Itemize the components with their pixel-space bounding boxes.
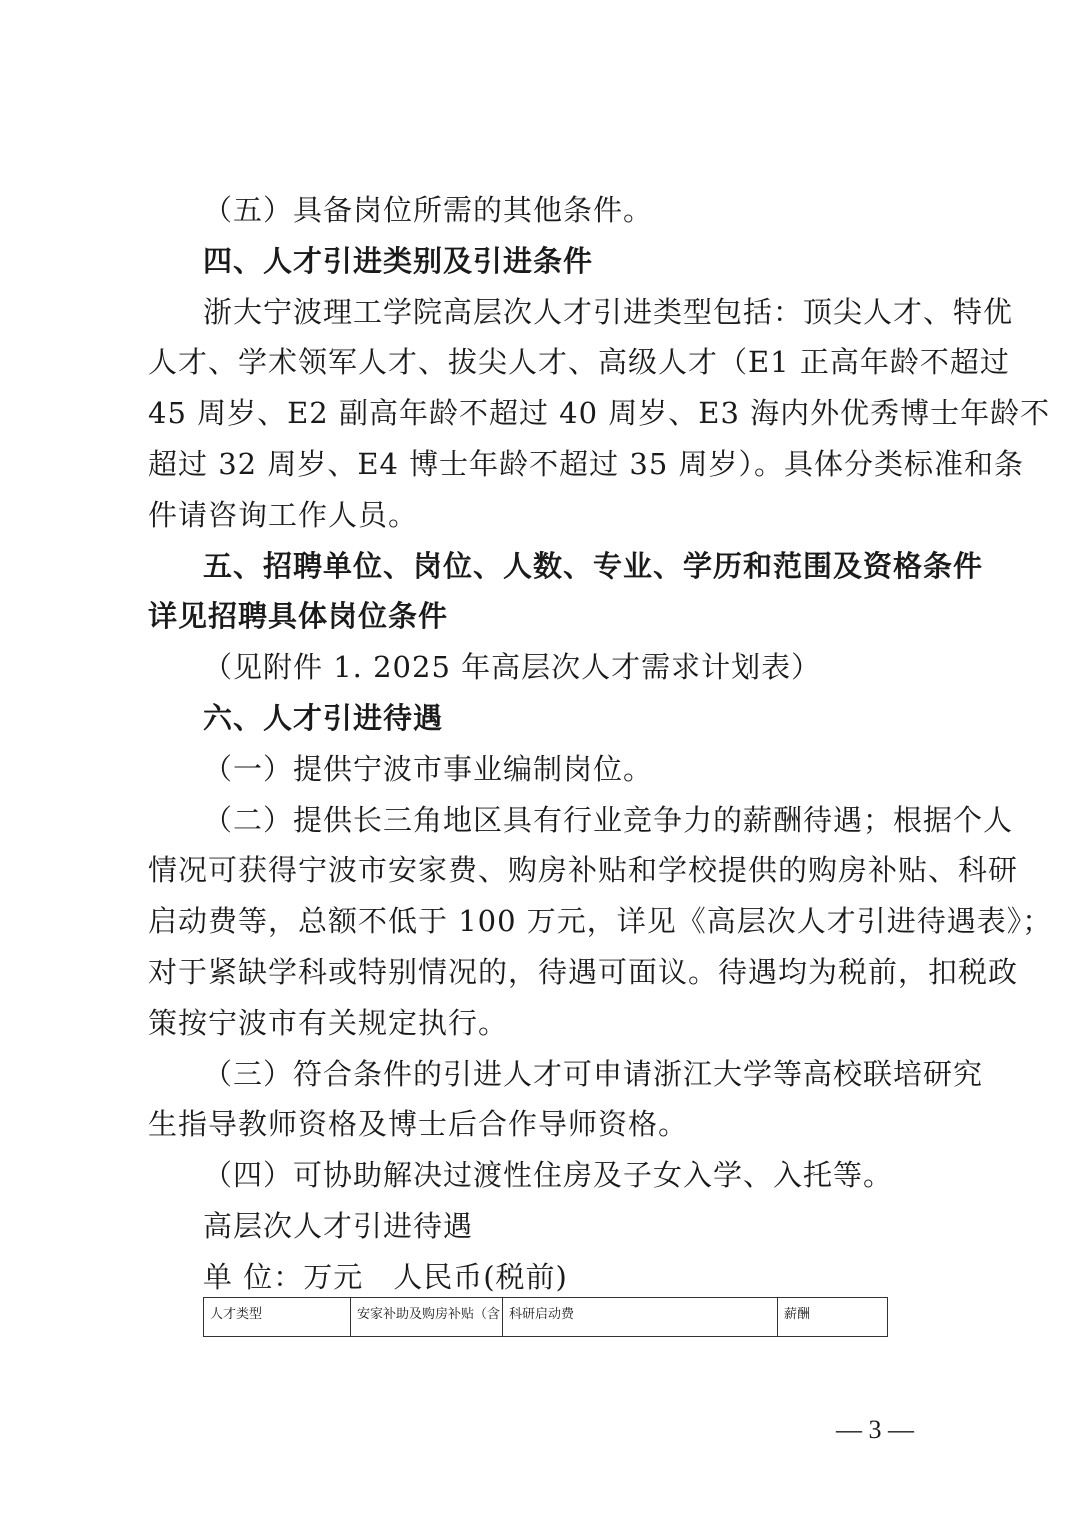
paragraph-line: 浙大宁波理工学院高层次人才引进类型包括：顶尖人才、特优 [203, 295, 1014, 329]
table-header-cell: 薪酬 [778, 1298, 888, 1337]
section-heading: 六、人才引进待遇 [203, 701, 444, 735]
paragraph-line: 策按宁波市有关规定执行。 [148, 1006, 509, 1040]
paragraph-line: 45 周岁、E2 副高年龄不超过 40 周岁、E3 海内外优秀博士年龄不 [148, 396, 1051, 430]
page-number: — 3 — [836, 1415, 914, 1444]
table-unit-note: 单 位：万元 人民币(税前) [203, 1260, 568, 1294]
table-header-cell: 人才类型 [204, 1298, 351, 1337]
table-header-cell: 安家补助及购房补贴（含 [351, 1298, 503, 1337]
paragraph-line: （一）提供宁波市事业编制岗位。 [203, 752, 654, 786]
paragraph-line: 启动费等，总额不低于 100 万元，详见《高层次人才引进待遇表》； [148, 904, 1053, 938]
paragraph-line: 超过 32 周岁、E4 博士年龄不超过 35 周岁）。具体分类标准和条 [148, 447, 1025, 481]
paragraph-line: 生指导教师资格及博士后合作导师资格。 [148, 1107, 689, 1141]
paragraph-line: 对于紧缺学科或特别情况的，待遇可面议。待遇均为税前，扣税政 [148, 955, 1019, 989]
table-title: 高层次人才引进待遇 [203, 1209, 474, 1243]
paragraph-line: （二）提供长三角地区具有行业竞争力的薪酬待遇；根据个人 [203, 803, 1014, 837]
paragraph-line: 件请咨询工作人员。 [148, 498, 419, 532]
section-heading: 五、招聘单位、岗位、人数、专业、学历和范围及资格条件 [203, 549, 984, 583]
paragraph-line: （见附件 1. 2025 年高层次人才需求计划表） [203, 650, 822, 684]
paragraph-line: 情况可获得宁波市安家费、购房补贴和学校提供的购房补贴、科研 [148, 853, 1019, 887]
talent-benefits-table [203, 1297, 887, 1337]
paragraph-line: 人才、学术领军人才、拔尖人才、高级人才（E1 正高年龄不超过 [148, 345, 1010, 379]
paragraph-line: （五）具备岗位所需的其他条件。 [203, 193, 654, 227]
section-heading: 详见招聘具体岗位条件 [148, 599, 449, 633]
paragraph-line: （三）符合条件的引进人才可申请浙江大学等高校联培研究 [203, 1057, 984, 1091]
table-header-row [204, 1298, 888, 1337]
paragraph-line: （四）可协助解决过渡性住房及子女入学、入托等。 [203, 1158, 894, 1192]
table-header-cell: 科研启动费 [503, 1298, 778, 1337]
section-heading: 四、人才引进类别及引进条件 [203, 244, 594, 278]
